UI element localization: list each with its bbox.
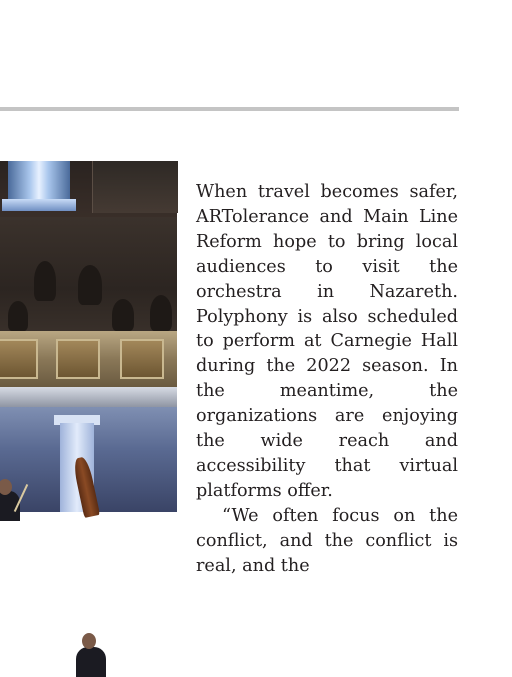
article-paragraph: When travel becomes safer, ARTolerance and Main Line Reform hope to bring local audiences to visit the orchestra in Nazareth. Polyphony is also scheduled to perform at Carnegie Hall during the 2022 season. In the meantime, the organizations are enjoying the wide reach and accessibility that virtual platforms offer.: [196, 182, 458, 501]
article-paragraph: “We often focus on the conflict, and the conflict is real, and the: [196, 505, 458, 576]
horizontal-rule: [0, 107, 459, 111]
orchestra-photo: [0, 161, 177, 512]
article-body: [196, 180, 458, 579]
